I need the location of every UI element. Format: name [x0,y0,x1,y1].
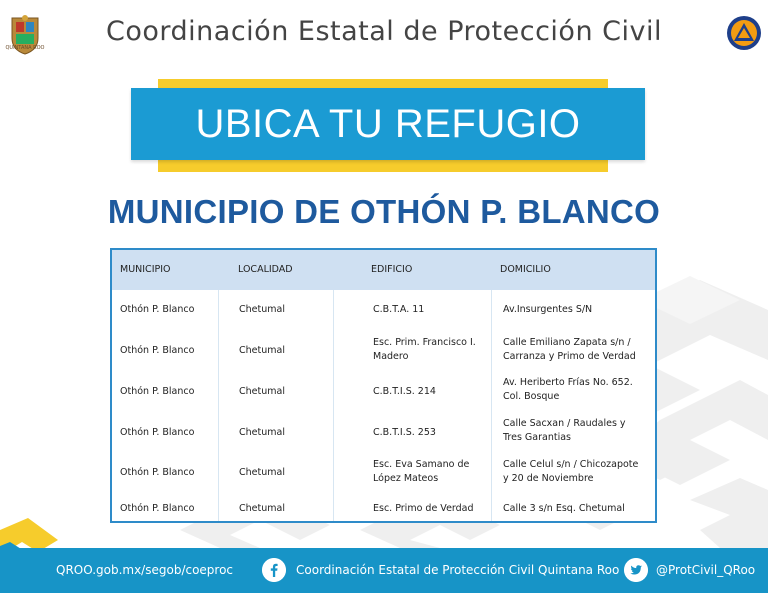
footer-website-link[interactable]: QROO.gob.mx/segob/coeproc [56,563,234,577]
cell-municipio: Othón P. Blanco [120,503,195,514]
cell-edificio [373,336,476,364]
facebook-icon[interactable] [262,558,286,582]
cell-edificio-line: Madero [373,351,409,362]
header-edificio: EDIFICIO [371,264,413,275]
cell-domicilio-line: Av. Heriberto Frías No. 652. [503,377,633,388]
twitter-icon[interactable] [624,558,648,582]
cell-domicilio: Calle 3 s/n Esq. Chetumal [503,503,625,514]
footer-facebook-link[interactable]: Coordinación Estatal de Protección Civil Quintana Roo [296,563,620,577]
state-logo-text: QUINTANA ROO [5,45,45,51]
cell-edificio: Esc. Primo de Verdad [373,503,474,514]
header-localidad: LOCALIDAD [238,264,293,275]
cell-edificio-line: López Mateos [373,473,439,484]
cell-localidad: Chetumal [239,467,285,478]
cell-localidad: Chetumal [239,386,285,397]
cell-domicilio-line: Calle Celul s/n / Chicozapote [503,459,639,470]
cell-localidad: Chetumal [239,503,285,514]
shelter-table [110,248,657,523]
footer-twitter-link[interactable]: @ProtCivil_QRoo [656,563,756,577]
cell-municipio: Othón P. Blanco [120,345,195,356]
cell-edificio-line: Esc. Eva Samano de [373,459,470,470]
cell-municipio: Othón P. Blanco [120,467,195,478]
cell-edificio: C.B.T.I.S. 253 [373,427,436,438]
cell-domicilio-line: Calle Emiliano Zapata s/n / [503,337,631,348]
cell-municipio: Othón P. Blanco [120,427,195,438]
cell-domicilio [503,336,636,364]
header-title: Coordinación Estatal de Protección Civil [106,16,662,47]
footer [0,548,768,593]
header [0,0,768,72]
table-row [112,493,655,533]
cell-edificio [373,458,469,486]
cell-edificio: C.B.T.A. 11 [373,304,425,315]
cell-domicilio-line: Calle Sacxan / Raudales y [503,418,626,429]
cell-domicilio [503,458,638,486]
banner-title: UBICA TU REFUGIO [195,102,581,146]
cell-domicilio [503,417,626,445]
cell-domicilio [503,376,633,404]
table-row [112,330,655,370]
table-row [112,370,655,410]
table-row [112,452,655,492]
cell-localidad: Chetumal [239,427,285,438]
cell-edificio: C.B.T.I.S. 214 [373,386,436,397]
civil-protection-logo [726,15,762,51]
table-header [112,250,655,290]
cell-municipio: Othón P. Blanco [120,386,195,397]
table-row [112,290,655,330]
header-domicilio: DOMICILIO [500,264,551,275]
cell-edificio-line: Esc. Prim. Francisco I. [373,337,476,348]
cell-municipio: Othón P. Blanco [120,304,195,315]
header-municipio: MUNICIPIO [120,264,171,275]
cell-domicilio-line: y 20 de Noviembre [503,473,594,484]
cell-localidad: Chetumal [239,345,285,356]
table-row [112,411,655,451]
municipality-title: MUNICIPIO DE OTHÓN P. BLANCO [107,193,661,230]
cell-domicilio: Av.Insurgentes S/N [503,304,593,315]
cell-domicilio-line: Carranza y Primo de Verdad [503,351,636,362]
cell-domicilio-line: Col. Bosque [503,391,560,402]
cell-domicilio-line: Tres Garantias [503,432,571,443]
cell-localidad: Chetumal [239,304,285,315]
